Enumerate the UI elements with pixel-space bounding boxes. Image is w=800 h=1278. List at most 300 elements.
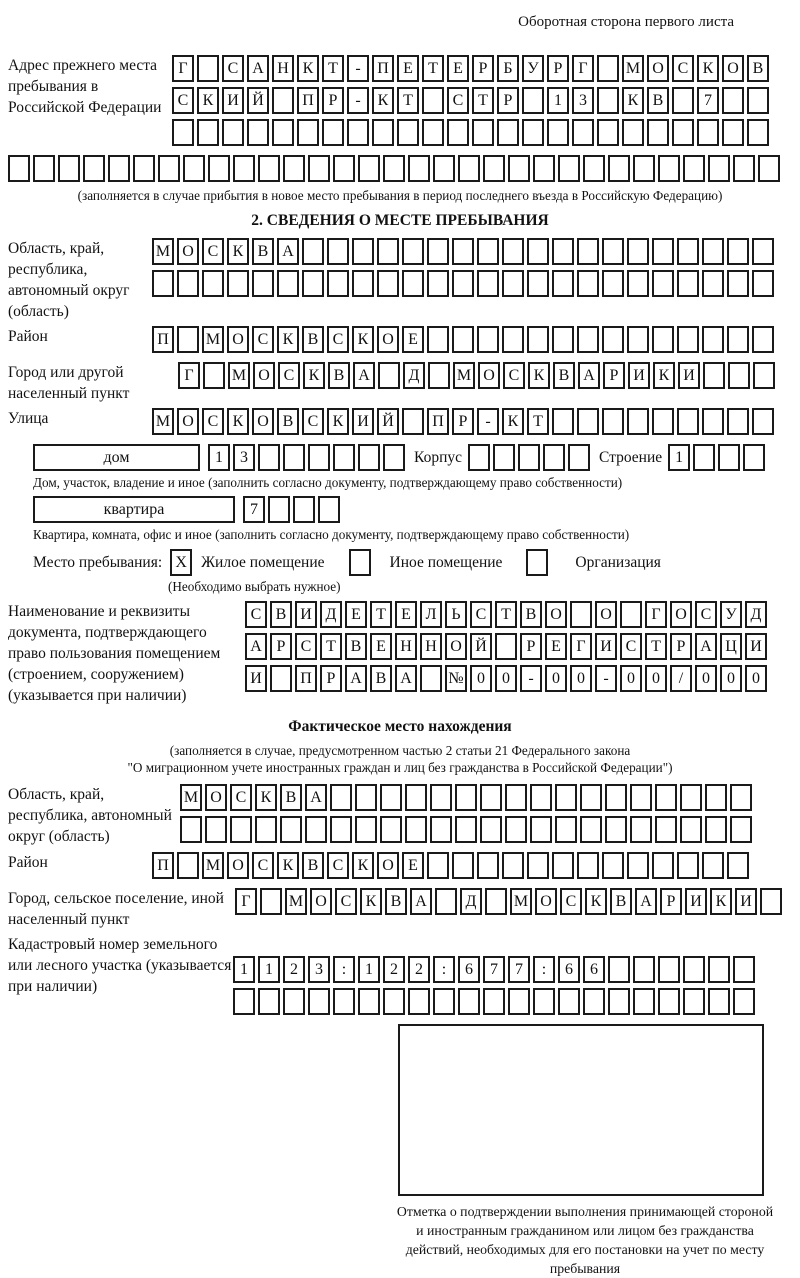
char-box[interactable]: Т bbox=[472, 87, 494, 114]
char-box[interactable] bbox=[505, 784, 527, 811]
char-box[interactable] bbox=[677, 408, 699, 435]
char-box[interactable]: В bbox=[747, 55, 769, 82]
char-box[interactable] bbox=[428, 362, 450, 389]
char-box[interactable] bbox=[602, 408, 624, 435]
char-box[interactable]: И bbox=[678, 362, 700, 389]
char-box[interactable]: - bbox=[520, 665, 542, 692]
fact-raion-row[interactable] bbox=[152, 852, 792, 879]
char-box[interactable]: И bbox=[245, 665, 267, 692]
char-box[interactable] bbox=[608, 956, 630, 983]
char-box[interactable] bbox=[505, 816, 527, 843]
char-box[interactable]: Т bbox=[370, 601, 392, 628]
char-box[interactable]: 0 bbox=[545, 665, 567, 692]
char-box[interactable] bbox=[658, 956, 680, 983]
char-box[interactable] bbox=[633, 956, 655, 983]
char-box[interactable] bbox=[652, 408, 674, 435]
char-box[interactable] bbox=[8, 155, 30, 182]
char-box[interactable] bbox=[702, 326, 724, 353]
char-box[interactable] bbox=[358, 444, 380, 471]
char-box[interactable]: П bbox=[372, 55, 394, 82]
fact-oblast-row-2[interactable] bbox=[180, 816, 792, 843]
char-box[interactable]: К bbox=[352, 852, 374, 879]
char-box[interactable]: К bbox=[352, 326, 374, 353]
char-box[interactable] bbox=[630, 816, 652, 843]
char-box[interactable]: - bbox=[477, 408, 499, 435]
char-box[interactable]: О bbox=[445, 633, 467, 660]
char-box[interactable] bbox=[258, 155, 280, 182]
char-box[interactable] bbox=[252, 270, 274, 297]
char-box[interactable]: 2 bbox=[283, 956, 305, 983]
char-box[interactable]: С bbox=[335, 888, 357, 915]
char-box[interactable]: В bbox=[345, 633, 367, 660]
char-box[interactable] bbox=[377, 270, 399, 297]
char-box[interactable] bbox=[333, 988, 355, 1015]
char-box[interactable] bbox=[627, 326, 649, 353]
char-box[interactable] bbox=[658, 988, 680, 1015]
oblast-row-2[interactable] bbox=[152, 270, 792, 297]
char-box[interactable] bbox=[233, 988, 255, 1015]
char-box[interactable] bbox=[260, 888, 282, 915]
char-box[interactable] bbox=[455, 816, 477, 843]
char-box[interactable] bbox=[547, 119, 569, 146]
char-box[interactable] bbox=[727, 408, 749, 435]
char-box[interactable]: М bbox=[453, 362, 475, 389]
char-box[interactable]: - bbox=[595, 665, 617, 692]
char-box[interactable]: Т bbox=[527, 408, 549, 435]
char-box[interactable]: А bbox=[245, 633, 267, 660]
char-box[interactable] bbox=[205, 816, 227, 843]
char-box[interactable] bbox=[152, 270, 174, 297]
char-box[interactable]: У bbox=[522, 55, 544, 82]
char-box[interactable]: П bbox=[297, 87, 319, 114]
char-box[interactable] bbox=[58, 155, 80, 182]
char-box[interactable] bbox=[422, 87, 444, 114]
char-box[interactable]: А bbox=[247, 55, 269, 82]
char-box[interactable] bbox=[177, 270, 199, 297]
char-box[interactable]: В bbox=[610, 888, 632, 915]
char-box[interactable] bbox=[433, 155, 455, 182]
char-box[interactable] bbox=[605, 784, 627, 811]
char-box[interactable] bbox=[280, 816, 302, 843]
char-box[interactable]: Н bbox=[420, 633, 442, 660]
char-box[interactable] bbox=[727, 238, 749, 265]
char-box[interactable]: О bbox=[177, 408, 199, 435]
char-box[interactable] bbox=[708, 155, 730, 182]
char-box[interactable]: Ц bbox=[720, 633, 742, 660]
prev-address-row-3[interactable] bbox=[172, 119, 792, 146]
char-box[interactable]: С bbox=[252, 326, 274, 353]
char-box[interactable]: К bbox=[372, 87, 394, 114]
char-box[interactable] bbox=[552, 852, 574, 879]
char-box[interactable] bbox=[133, 155, 155, 182]
char-box[interactable] bbox=[477, 238, 499, 265]
kvartira-type-box[interactable]: квартира bbox=[33, 496, 235, 523]
char-box[interactable] bbox=[652, 326, 674, 353]
char-box[interactable] bbox=[647, 119, 669, 146]
char-box[interactable]: С bbox=[695, 601, 717, 628]
char-box[interactable]: О bbox=[227, 326, 249, 353]
char-box[interactable]: С bbox=[202, 238, 224, 265]
char-box[interactable]: Р bbox=[472, 55, 494, 82]
char-box[interactable]: Т bbox=[495, 601, 517, 628]
char-box[interactable] bbox=[330, 784, 352, 811]
char-box[interactable]: В bbox=[328, 362, 350, 389]
gorod-row[interactable] bbox=[178, 362, 792, 389]
char-box[interactable] bbox=[308, 155, 330, 182]
char-box[interactable] bbox=[408, 155, 430, 182]
char-box[interactable] bbox=[333, 155, 355, 182]
char-box[interactable]: В bbox=[385, 888, 407, 915]
char-box[interactable] bbox=[430, 784, 452, 811]
char-box[interactable] bbox=[230, 816, 252, 843]
char-box[interactable] bbox=[627, 408, 649, 435]
char-box[interactable] bbox=[727, 852, 749, 879]
char-box[interactable] bbox=[752, 408, 774, 435]
char-box[interactable]: Е bbox=[397, 55, 419, 82]
char-box[interactable]: О bbox=[670, 601, 692, 628]
char-box[interactable]: И bbox=[628, 362, 650, 389]
char-box[interactable] bbox=[747, 119, 769, 146]
char-box[interactable]: 2 bbox=[408, 956, 430, 983]
char-box[interactable] bbox=[727, 326, 749, 353]
char-box[interactable]: Г bbox=[235, 888, 257, 915]
char-box[interactable] bbox=[577, 326, 599, 353]
char-box[interactable]: Т bbox=[320, 633, 342, 660]
char-box[interactable]: 1 bbox=[258, 956, 280, 983]
char-box[interactable] bbox=[427, 270, 449, 297]
char-box[interactable] bbox=[433, 988, 455, 1015]
char-box[interactable] bbox=[358, 155, 380, 182]
char-box[interactable] bbox=[297, 119, 319, 146]
char-box[interactable] bbox=[452, 852, 474, 879]
char-box[interactable]: В bbox=[553, 362, 575, 389]
char-box[interactable] bbox=[283, 444, 305, 471]
char-box[interactable] bbox=[752, 270, 774, 297]
char-box[interactable]: 7 bbox=[697, 87, 719, 114]
char-box[interactable]: 1 bbox=[208, 444, 230, 471]
char-box[interactable]: Г bbox=[572, 55, 594, 82]
char-box[interactable] bbox=[543, 444, 565, 471]
char-box[interactable] bbox=[722, 87, 744, 114]
char-box[interactable] bbox=[177, 852, 199, 879]
char-box[interactable] bbox=[580, 784, 602, 811]
char-box[interactable]: М bbox=[202, 326, 224, 353]
char-box[interactable] bbox=[677, 238, 699, 265]
char-box[interactable] bbox=[552, 238, 574, 265]
char-box[interactable] bbox=[743, 444, 765, 471]
char-box[interactable] bbox=[408, 988, 430, 1015]
char-box[interactable] bbox=[527, 270, 549, 297]
char-box[interactable]: 1 bbox=[233, 956, 255, 983]
char-box[interactable] bbox=[502, 852, 524, 879]
char-box[interactable]: Д bbox=[460, 888, 482, 915]
char-box[interactable]: А bbox=[635, 888, 657, 915]
char-box[interactable] bbox=[530, 784, 552, 811]
char-box[interactable]: С bbox=[327, 852, 349, 879]
char-box[interactable] bbox=[422, 119, 444, 146]
char-box[interactable]: 0 bbox=[645, 665, 667, 692]
char-box[interactable]: : bbox=[533, 956, 555, 983]
korpus-cells[interactable] bbox=[468, 444, 593, 471]
char-box[interactable] bbox=[383, 155, 405, 182]
char-box[interactable] bbox=[247, 119, 269, 146]
char-box[interactable] bbox=[402, 238, 424, 265]
char-box[interactable] bbox=[258, 988, 280, 1015]
char-box[interactable] bbox=[555, 816, 577, 843]
char-box[interactable] bbox=[702, 238, 724, 265]
char-box[interactable]: И bbox=[352, 408, 374, 435]
char-box[interactable]: А bbox=[410, 888, 432, 915]
char-box[interactable]: 0 bbox=[745, 665, 767, 692]
char-box[interactable] bbox=[405, 784, 427, 811]
char-box[interactable] bbox=[283, 988, 305, 1015]
char-box[interactable]: С bbox=[230, 784, 252, 811]
char-box[interactable]: А bbox=[578, 362, 600, 389]
char-box[interactable] bbox=[383, 444, 405, 471]
char-box[interactable] bbox=[427, 326, 449, 353]
char-box[interactable]: Р bbox=[603, 362, 625, 389]
char-box[interactable] bbox=[508, 988, 530, 1015]
checkbox-org[interactable] bbox=[526, 549, 548, 576]
char-box[interactable]: О bbox=[252, 408, 274, 435]
char-box[interactable] bbox=[355, 784, 377, 811]
char-box[interactable]: О bbox=[722, 55, 744, 82]
char-box[interactable]: Р bbox=[320, 665, 342, 692]
char-box[interactable] bbox=[733, 988, 755, 1015]
char-box[interactable] bbox=[722, 119, 744, 146]
char-box[interactable] bbox=[602, 852, 624, 879]
char-box[interactable]: Е bbox=[447, 55, 469, 82]
char-box[interactable] bbox=[383, 988, 405, 1015]
char-box[interactable] bbox=[308, 444, 330, 471]
char-box[interactable] bbox=[655, 784, 677, 811]
char-box[interactable] bbox=[302, 270, 324, 297]
char-box[interactable] bbox=[760, 888, 782, 915]
char-box[interactable] bbox=[458, 155, 480, 182]
char-box[interactable]: С bbox=[470, 601, 492, 628]
char-box[interactable] bbox=[570, 601, 592, 628]
char-box[interactable] bbox=[352, 238, 374, 265]
char-box[interactable]: С bbox=[278, 362, 300, 389]
char-box[interactable] bbox=[378, 362, 400, 389]
kadastr-row-2[interactable] bbox=[233, 988, 792, 1015]
char-box[interactable] bbox=[655, 816, 677, 843]
char-box[interactable]: 1 bbox=[668, 444, 690, 471]
checkbox-zhiloe[interactable]: X bbox=[170, 549, 192, 576]
char-box[interactable] bbox=[477, 326, 499, 353]
char-box[interactable]: 3 bbox=[308, 956, 330, 983]
char-box[interactable]: С bbox=[222, 55, 244, 82]
char-box[interactable]: Т bbox=[322, 55, 344, 82]
char-box[interactable] bbox=[577, 270, 599, 297]
fact-gorod-row[interactable] bbox=[235, 888, 792, 915]
char-box[interactable]: С bbox=[252, 852, 274, 879]
char-box[interactable]: К bbox=[255, 784, 277, 811]
char-box[interactable] bbox=[197, 119, 219, 146]
char-box[interactable]: А bbox=[353, 362, 375, 389]
char-box[interactable]: М bbox=[622, 55, 644, 82]
char-box[interactable]: В bbox=[252, 238, 274, 265]
char-box[interactable]: В bbox=[270, 601, 292, 628]
char-box[interactable]: 6 bbox=[458, 956, 480, 983]
char-box[interactable]: К bbox=[277, 852, 299, 879]
char-box[interactable] bbox=[183, 155, 205, 182]
char-box[interactable] bbox=[405, 816, 427, 843]
char-box[interactable]: У bbox=[720, 601, 742, 628]
char-box[interactable]: С bbox=[327, 326, 349, 353]
char-box[interactable]: С bbox=[672, 55, 694, 82]
char-box[interactable] bbox=[530, 816, 552, 843]
char-box[interactable]: - bbox=[347, 87, 369, 114]
char-box[interactable] bbox=[652, 270, 674, 297]
char-box[interactable] bbox=[458, 988, 480, 1015]
char-box[interactable]: В bbox=[647, 87, 669, 114]
char-box[interactable] bbox=[172, 119, 194, 146]
char-box[interactable] bbox=[283, 155, 305, 182]
prev-address-row-2[interactable] bbox=[172, 87, 792, 114]
char-box[interactable] bbox=[397, 119, 419, 146]
char-box[interactable] bbox=[485, 888, 507, 915]
char-box[interactable] bbox=[752, 238, 774, 265]
char-box[interactable] bbox=[633, 155, 655, 182]
char-box[interactable] bbox=[330, 816, 352, 843]
char-box[interactable]: О bbox=[377, 326, 399, 353]
char-box[interactable] bbox=[427, 238, 449, 265]
char-box[interactable] bbox=[502, 270, 524, 297]
char-box[interactable] bbox=[728, 362, 750, 389]
char-box[interactable] bbox=[747, 87, 769, 114]
char-box[interactable] bbox=[333, 444, 355, 471]
char-box[interactable] bbox=[452, 326, 474, 353]
char-box[interactable]: Е bbox=[345, 601, 367, 628]
char-box[interactable] bbox=[583, 155, 605, 182]
raion-row[interactable] bbox=[152, 326, 792, 353]
char-box[interactable] bbox=[702, 408, 724, 435]
char-box[interactable]: Е bbox=[545, 633, 567, 660]
char-box[interactable] bbox=[293, 496, 315, 523]
char-box[interactable]: 0 bbox=[695, 665, 717, 692]
char-box[interactable]: 7 bbox=[483, 956, 505, 983]
char-box[interactable] bbox=[493, 444, 515, 471]
prev-address-row-4[interactable] bbox=[8, 155, 792, 182]
char-box[interactable] bbox=[227, 270, 249, 297]
char-box[interactable]: Р bbox=[322, 87, 344, 114]
char-box[interactable]: И bbox=[745, 633, 767, 660]
char-box[interactable]: К bbox=[653, 362, 675, 389]
char-box[interactable] bbox=[702, 270, 724, 297]
char-box[interactable] bbox=[518, 444, 540, 471]
char-box[interactable]: А bbox=[695, 633, 717, 660]
char-box[interactable] bbox=[608, 988, 630, 1015]
char-box[interactable] bbox=[608, 155, 630, 182]
char-box[interactable] bbox=[633, 988, 655, 1015]
char-box[interactable]: Е bbox=[370, 633, 392, 660]
char-box[interactable] bbox=[683, 988, 705, 1015]
char-box[interactable]: И bbox=[735, 888, 757, 915]
char-box[interactable]: Л bbox=[420, 601, 442, 628]
char-box[interactable] bbox=[177, 326, 199, 353]
char-box[interactable]: К bbox=[227, 408, 249, 435]
char-box[interactable]: С bbox=[245, 601, 267, 628]
char-box[interactable] bbox=[572, 119, 594, 146]
char-box[interactable]: М bbox=[510, 888, 532, 915]
char-box[interactable]: О bbox=[535, 888, 557, 915]
char-box[interactable]: Й bbox=[377, 408, 399, 435]
char-box[interactable]: Ь bbox=[445, 601, 467, 628]
char-box[interactable] bbox=[627, 270, 649, 297]
char-box[interactable]: К bbox=[622, 87, 644, 114]
char-box[interactable] bbox=[272, 119, 294, 146]
char-box[interactable] bbox=[683, 155, 705, 182]
char-box[interactable] bbox=[318, 496, 340, 523]
ulitsa-row[interactable] bbox=[152, 408, 792, 435]
char-box[interactable]: Т bbox=[645, 633, 667, 660]
char-box[interactable] bbox=[702, 852, 724, 879]
char-box[interactable] bbox=[533, 155, 555, 182]
char-box[interactable]: П bbox=[427, 408, 449, 435]
char-box[interactable] bbox=[322, 119, 344, 146]
char-box[interactable]: М bbox=[152, 238, 174, 265]
char-box[interactable]: К bbox=[277, 326, 299, 353]
char-box[interactable]: К bbox=[227, 238, 249, 265]
char-box[interactable] bbox=[602, 270, 624, 297]
char-box[interactable]: Й bbox=[247, 87, 269, 114]
char-box[interactable]: 7 bbox=[508, 956, 530, 983]
char-box[interactable]: В bbox=[280, 784, 302, 811]
char-box[interactable]: И bbox=[595, 633, 617, 660]
char-box[interactable]: К bbox=[297, 55, 319, 82]
char-box[interactable] bbox=[358, 988, 380, 1015]
char-box[interactable]: А bbox=[345, 665, 367, 692]
char-box[interactable]: / bbox=[670, 665, 692, 692]
char-box[interactable]: 0 bbox=[495, 665, 517, 692]
char-box[interactable] bbox=[527, 326, 549, 353]
dom-number-cells[interactable] bbox=[208, 444, 408, 471]
char-box[interactable]: Н bbox=[272, 55, 294, 82]
char-box[interactable] bbox=[680, 784, 702, 811]
char-box[interactable]: П bbox=[152, 326, 174, 353]
char-box[interactable] bbox=[435, 888, 457, 915]
char-box[interactable]: М bbox=[180, 784, 202, 811]
char-box[interactable]: О bbox=[310, 888, 332, 915]
kvartira-cells[interactable] bbox=[243, 496, 343, 523]
char-box[interactable] bbox=[468, 444, 490, 471]
char-box[interactable]: Р bbox=[270, 633, 292, 660]
kadastr-row-1[interactable] bbox=[233, 956, 792, 983]
char-box[interactable] bbox=[697, 119, 719, 146]
char-box[interactable]: А bbox=[395, 665, 417, 692]
char-box[interactable]: О bbox=[227, 852, 249, 879]
char-box[interactable] bbox=[268, 496, 290, 523]
char-box[interactable] bbox=[672, 87, 694, 114]
char-box[interactable]: Г bbox=[570, 633, 592, 660]
doc-row-3[interactable] bbox=[245, 665, 792, 692]
char-box[interactable]: 0 bbox=[470, 665, 492, 692]
char-box[interactable] bbox=[630, 784, 652, 811]
char-box[interactable] bbox=[180, 816, 202, 843]
char-box[interactable] bbox=[452, 270, 474, 297]
char-box[interactable]: И bbox=[685, 888, 707, 915]
char-box[interactable]: А bbox=[277, 238, 299, 265]
char-box[interactable] bbox=[580, 816, 602, 843]
char-box[interactable] bbox=[552, 326, 574, 353]
char-box[interactable] bbox=[430, 816, 452, 843]
char-box[interactable] bbox=[552, 270, 574, 297]
char-box[interactable] bbox=[272, 87, 294, 114]
char-box[interactable]: В bbox=[302, 852, 324, 879]
char-box[interactable]: В bbox=[277, 408, 299, 435]
char-box[interactable]: С bbox=[560, 888, 582, 915]
